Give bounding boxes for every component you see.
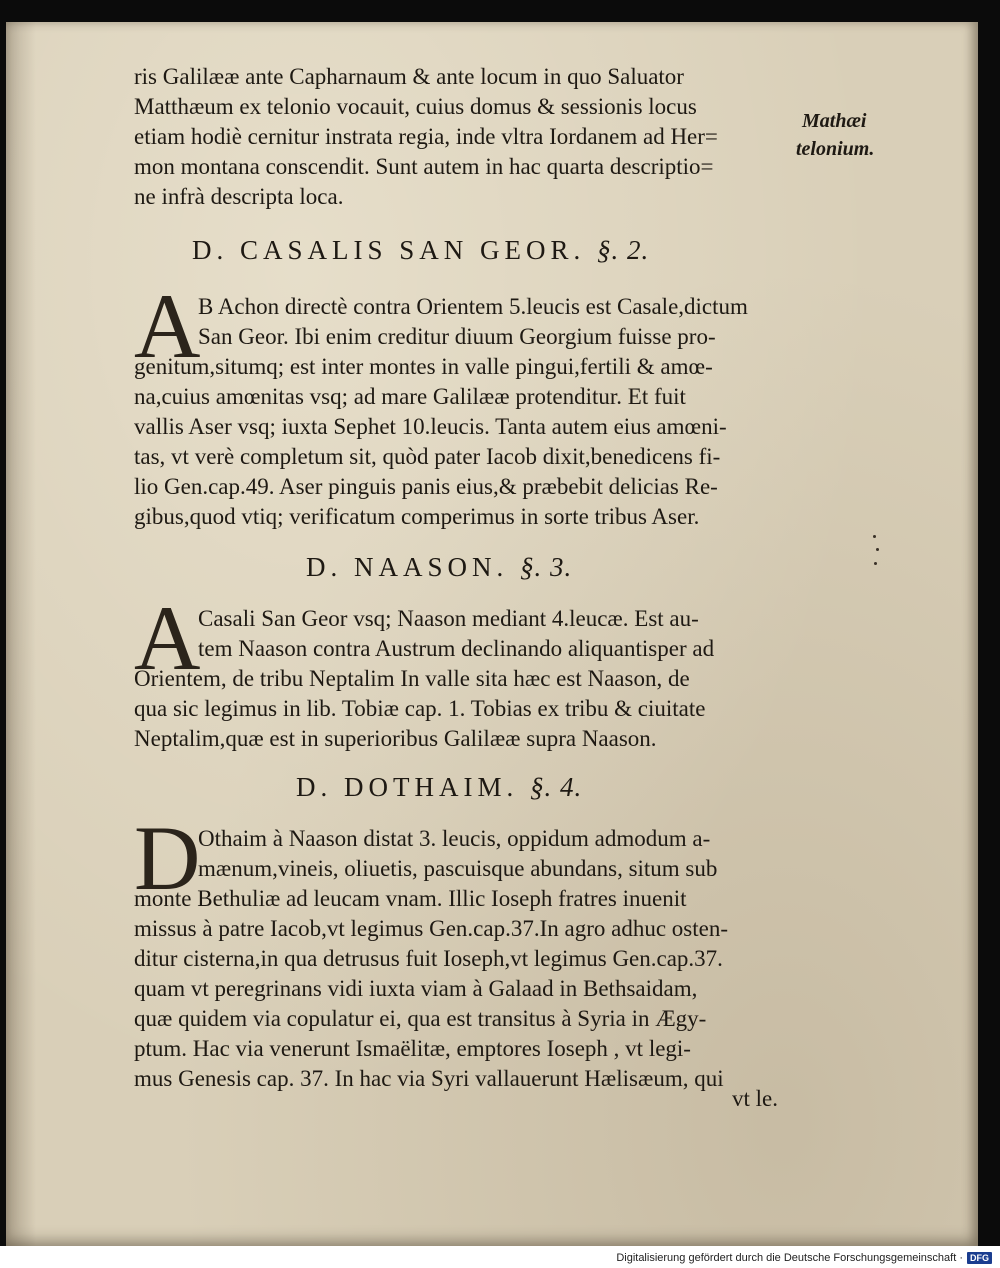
naason-line-4: qua sic legimus in lib. Tobiæ cap. 1. Tobias ex tribu & ciuitate — [134, 696, 706, 721]
paper-speck — [873, 535, 876, 538]
heading-text: D. DOTHAIM. — [296, 772, 519, 802]
dothaim-line-7: quæ quidem via copulatur ei, qua est transitus à Syria in Ægy- — [134, 1006, 707, 1031]
dothaim-line-6: quam vt peregrinans vidi iuxta viam à Galaad in Bethsaidam, — [134, 976, 698, 1001]
section-mark: §. 3. — [520, 552, 573, 582]
marginal-note-1: Mathæi — [802, 110, 867, 132]
intro-line-4: mon montana conscendit. Sunt autem in hac quarta descriptio= — [134, 154, 714, 179]
dothaim-line-2: mænum,vineis, oliuetis, pascuisque abundans, situm sub — [198, 856, 718, 881]
catchword: vt le. — [732, 1086, 778, 1111]
section-mark: §. 2. — [597, 235, 650, 265]
paper-speck — [876, 548, 879, 551]
casalis-line-3: genitum,situmq; est inter montes in valle pingui,fertili & amœ- — [134, 354, 713, 379]
section-heading-naason — [306, 552, 572, 583]
dfg-logo: DFG — [967, 1252, 992, 1264]
casalis-line-6: tas, vt verè completum sit, quòd pater Iacob dixit,benedicens fi- — [134, 444, 721, 469]
footer-text: Digitalisierung gefördert durch die Deutsche Forschungsgemeinschaft · — [616, 1252, 963, 1264]
paper-speck — [874, 562, 877, 565]
section-heading-dothaim — [296, 772, 582, 803]
dothaim-line-4: missus à patre Iacob,vt legimus Gen.cap.37.In agro adhuc osten- — [134, 916, 728, 941]
naason-line-5: Neptalim,quæ est in superioribus Galilææ supra Naason. — [134, 726, 657, 751]
heading-text: D. CASALIS SAN GEOR. — [192, 235, 586, 265]
casalis-line-1: B Achon directè contra Orientem 5.leucis est Casale,dictum — [198, 294, 748, 319]
casalis-line-5: vallis Aser vsq; iuxta Sephet 10.leucis. Tanta autem eius amœni- — [134, 414, 727, 439]
dropcap-a: A — [134, 587, 201, 689]
dropcap-d: D — [134, 807, 201, 909]
marginal-note-2: telonium. — [796, 138, 875, 160]
dothaim-line-1: Othaim à Naason distat 3. leucis, oppidum admodum a- — [198, 826, 711, 851]
casalis-line-7: lio Gen.cap.49. Aser pinguis panis eius,& præbebit delicias Re- — [134, 474, 718, 499]
intro-line-2: Matthæum ex telonio vocauit, cuius domus & sessionis locus — [134, 94, 697, 119]
naason-line-1: Casali San Geor vsq; Naason mediant 4.leucæ. Est au- — [198, 606, 699, 631]
intro-line-1: ris Galilææ ante Capharnaum & ante locum in quo Saluator — [134, 64, 684, 89]
heading-text: D. NAASON. — [306, 552, 509, 582]
intro-line-3: etiam hodiè cernitur instrata regia, inde vltra Iordanem ad Her= — [134, 124, 718, 149]
naason-line-3: Orientem, de tribu Neptalim In valle sita hæc est Naason, de — [134, 666, 690, 691]
dropcap-a: A — [134, 275, 201, 377]
dothaim-line-8: ptum. Hac via venerunt Ismaëlitæ, emptores Ioseph , vt legi- — [134, 1036, 691, 1061]
dothaim-line-9: mus Genesis cap. 37. In hac via Syri vallauerunt Hælisæum, qui — [134, 1066, 724, 1091]
intro-line-5: ne infrà descripta loca. — [134, 184, 344, 209]
naason-line-2: tem Naason contra Austrum declinando aliquantisper ad — [198, 636, 715, 661]
dothaim-line-5: ditur cisterna,in qua detrusus fuit Ioseph,vt legimus Gen.cap.37. — [134, 946, 723, 971]
section-mark: §. 4. — [529, 772, 583, 802]
casalis-line-4: na,cuius amœnitas vsq; ad mare Galilææ protenditur. Et fuit — [134, 384, 686, 409]
dothaim-line-3: monte Bethuliæ ad leucam vnam. Illic Ioseph fratres inuenit — [134, 886, 687, 911]
casalis-line-2: San Geor. Ibi enim creditur diuum Georgium fuisse pro- — [198, 324, 716, 349]
section-heading-casalis — [192, 235, 649, 266]
casalis-line-8: gibus,quod vtiq; verificatum comperimus in sorte tribus Aser. — [134, 504, 700, 529]
digitization-footer — [616, 1251, 992, 1265]
